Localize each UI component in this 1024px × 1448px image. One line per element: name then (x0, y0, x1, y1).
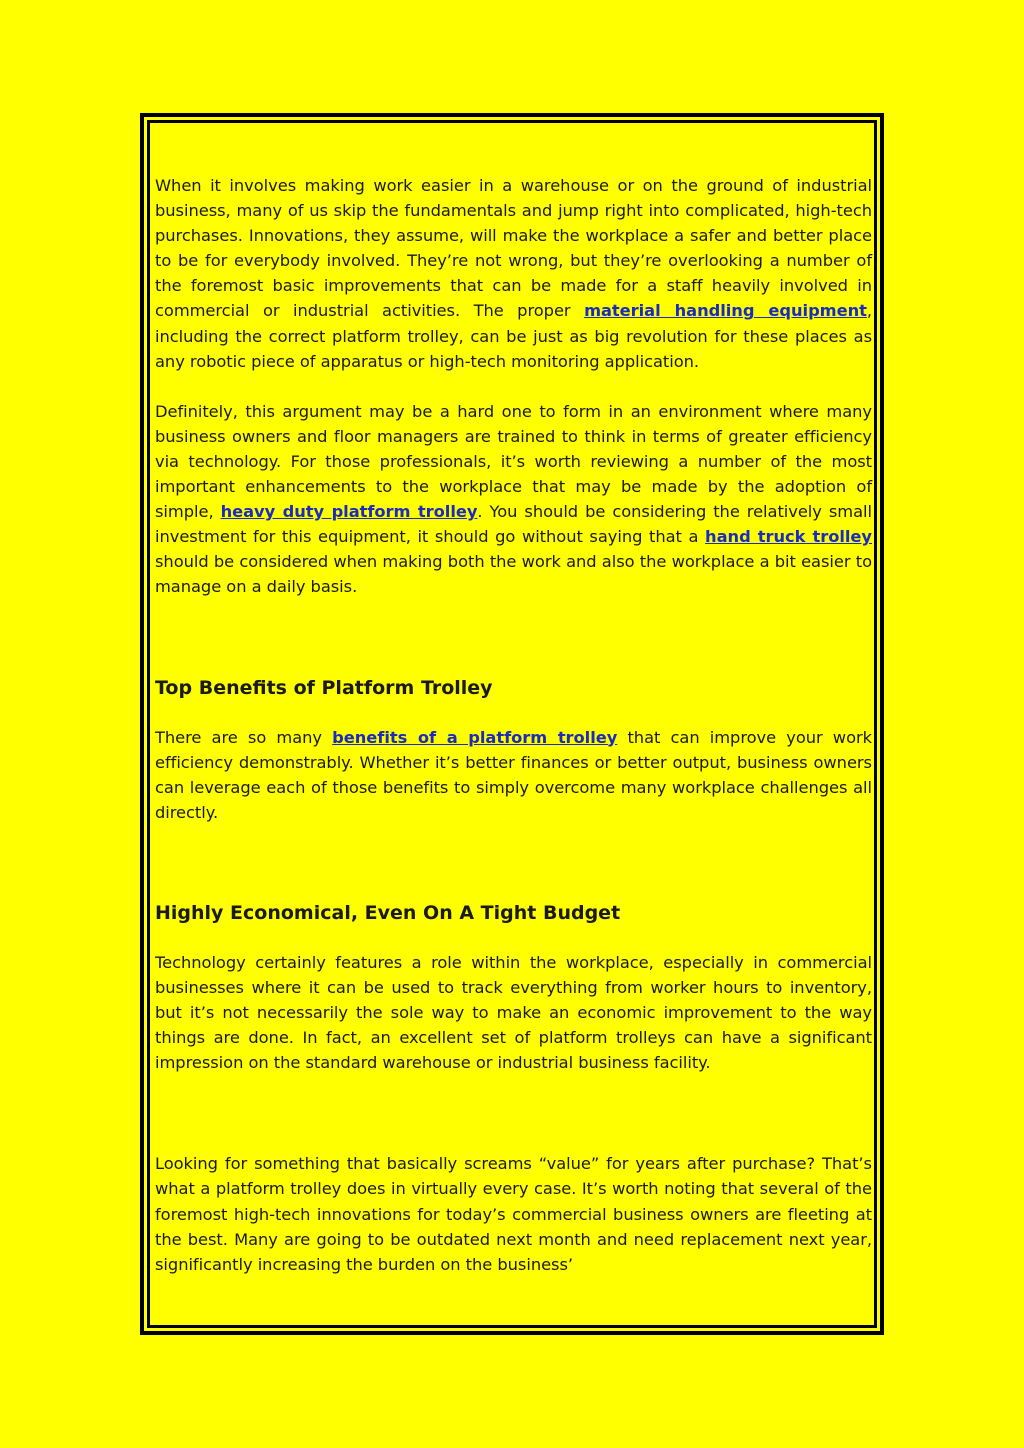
link-hand-truck-trolley[interactable]: hand truck trolley (705, 527, 872, 547)
paragraph-intro: When it involves making work easier in a warehouse or on the ground of industrial business, many of us skip the fundamentals and jump right into complicated, high-tech purchases. Innovations, they assume, will make the workplace a safer and better place to be for everybody involved. They’re not wrong, but they’re overlooking a number of the foremost basic improvements that can be made for a staff heavily involved in commercial or industrial activities. The proper material handling equipment, including the correct platform trolley, can be just as big revolution for these places as any robotic piece of apparatus or high-tech monitoring application. (155, 176, 873, 371)
link-material-handling-equipment[interactable]: material handling equipment (584, 301, 867, 321)
paragraph-technology: Technology certainly features a role within the workplace, especially in commercial businesses where it can be used to track everything from worker hours to inventory, but it’s not necessarily the sole way to make an economic improvement to the way things are done. In fact, an excellent set of platform trolleys can have a significant impression on the standard warehouse or industrial business facility. (155, 952, 872, 1073)
link-benefits-of-platform-trolley[interactable]: benefits of a platform trolley (332, 727, 618, 747)
link-heavy-duty-platform-trolley[interactable]: heavy duty platform trolley (220, 502, 478, 522)
heading-highly-economical: Highly Economical, Even On A Tight Budget (155, 901, 621, 924)
heading-top-benefits: Top Benefits of Platform Trolley (155, 676, 493, 699)
article-body (155, 173, 872, 1277)
paragraph-argument: Definitely, this argument may be a hard one to form in an environment where many business owners and floor managers are trained to think in terms of greater efficiency via technology. For those professionals, it’s worth reviewing a number of the most important enhancements to the workplace that may be made by the adoption of simple, heavy duty platform trolley. You should be considering the relatively small investment for this equipment, it should go without saying that a hand truck trolley should be considered when making both the work and also the workplace a bit easier to manage on a daily basis. (155, 401, 872, 597)
paragraph-value: Looking for something that basically screams “value” for years after purchase? That’s what a platform trolley does in virtually every case. It’s worth noting that several of the foremost high-tech innovations for today’s commercial business owners are fleeting at the best. Many are going to be outdated next month and need replacement next year, significantly increasing the burden on the business’ (155, 1154, 872, 1274)
paragraph-benefits: There are so many benefits of a platform trolley that can improve your work efficiency demonstrably. Whether it’s better finances or better output, business owners can leverage each of those benefits to simply overcome many workplace challenges all directly. (155, 727, 873, 822)
